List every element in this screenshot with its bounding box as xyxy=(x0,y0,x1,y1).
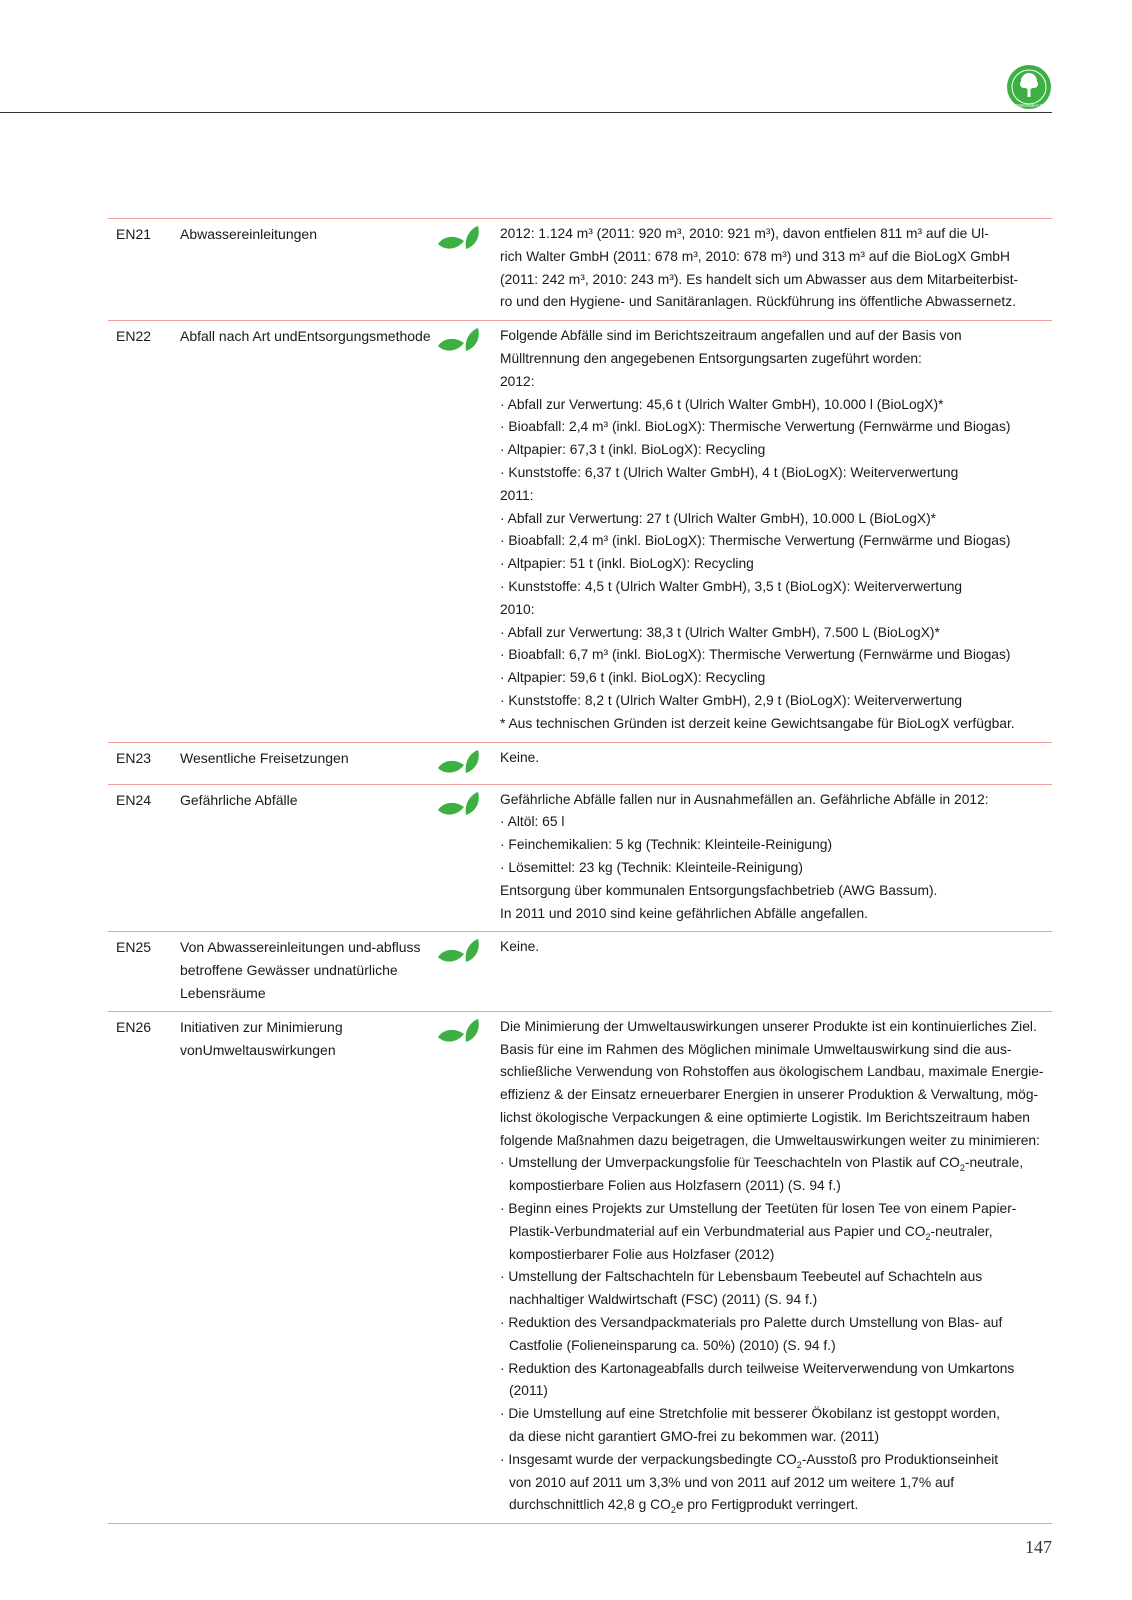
indicator-topic: Abfall nach Art undEntsorgungsmethode xyxy=(180,328,431,345)
page-number: 147 xyxy=(1025,1537,1052,1557)
indicator-code: EN22 xyxy=(116,328,152,345)
leaf-icon xyxy=(436,219,500,320)
logo-text: LEBENSBAUM xyxy=(1013,103,1045,108)
table-row xyxy=(108,785,1052,933)
table-row xyxy=(108,1012,1052,1525)
leaf-icon xyxy=(436,321,500,741)
indicator-code: EN23 xyxy=(116,749,152,766)
indicator-text: Gefährliche Abfälle fallen nur in Ausnahmefällen an. Gefährliche Abfälle in 2012: · Altöl: 65 l · Feinchemikalien: 5 kg (Technik: Kleinteile-Reinigung) · Lösemittel: 23 kg (Technik: Kleinteile-Reinigung) Entsorgung über kommunalen Entsorgungsfachbetrieb (AWG Bassum). In 2011 und 2010 sind keine gefährlichen Abfälle angefallen. xyxy=(500,791,989,921)
indicator-text: Keine. xyxy=(500,939,540,955)
leaf-icon xyxy=(436,743,500,784)
table-row xyxy=(108,743,1052,785)
tree-logo-icon xyxy=(1006,64,1052,110)
indicator-topic: Gefährliche Abfälle xyxy=(180,791,298,808)
leaf-icon xyxy=(436,785,500,932)
indicator-topic: Abwassereinleitungen xyxy=(180,226,317,242)
indicator-text: 2012: 1.124 m³ (2011: 920 m³, 2010: 921 m³), davon entfielen 811 m³ auf die Ul- rich Walter GmbH (2011: 678 m³, 2010: 678 m³) und 313 m³ auf die BioLogX GmbH (2011: 242 m³, 2010: 243 m³). Es handelt sich um Abwasser aus dem Mitarbeiterbist- ro und den Hygiene- und Sanitäranlagen. Rückführung ins öffentliche Abwassernetz. xyxy=(500,226,1019,310)
leaf-icon xyxy=(436,932,500,1010)
header-rule xyxy=(0,112,1052,113)
indicator-code: EN21 xyxy=(116,226,152,242)
indicator-code: EN24 xyxy=(116,791,152,808)
indicator-topic: Von Abwassereinleitungen und-abfluss betroffene Gewässer undnatürliche Lebensräume xyxy=(180,939,421,1001)
leaf-icon xyxy=(436,1012,500,1524)
table-row xyxy=(108,932,1052,1011)
indicator-text: Folgende Abfälle sind im Berichtszeitraum angefallen und auf der Basis von Mülltrennung den angegebenen Entsorgungsarten zugeführt worden: 2012: · Abfall zur Verwertung: 45,6 t (Ulrich Walter GmbH), 10.000 l (BioLogX)* · Bioabfall: 2,4 m³ (inkl. BioLogX): Thermische Verwertung (Fernwärme und Biogas) · Altpapier: 67,3 t (inkl. BioLogX): Recycling · Kunststoffe: 6,37 t (Ulrich Walter GmbH), 4 t (BioLogX): Weiterverwertung 2011: · Abfall zur Verwertung: 27 t (Ulrich Walter GmbH), 10.000 L (BioLogX)* · Bioabfall: 2,4 m³ (inkl. BioLogX): Thermische Verwertung (Fernwärme und Biogas) · Altpapier: 51 t (inkl. BioLogX): Recycling · Kunststoffe: 4,5 t (Ulrich Walter GmbH), 3,5 t (BioLogX): Weiterverwertung 2010: · Abfall zur Verwertung: 38,3 t (Ulrich Walter GmbH), 7.500 L (BioLogX)* · Bioabfall: 6,7 m³ (inkl. BioLogX): Thermische Verwertung (Fernwärme und Biogas) · Altpapier: 59,6 t (inkl. BioLogX): Recycling · Kunststoffe: 8,2 t (Ulrich Walter GmbH), 2,9 t (BioLogX): Weiterverwertung * Aus technischen Gründen ist derzeit keine Gewichtsangabe für BioLogX verfügbar. xyxy=(500,328,1015,731)
indicator-table xyxy=(108,218,1052,1524)
table-row xyxy=(108,321,1052,742)
indicator-topic: Initiativen zur Minimierung vonUmweltauswirkungen xyxy=(180,1018,343,1058)
indicator-code: EN26 xyxy=(116,1018,152,1035)
indicator-topic: Wesentliche Freisetzungen xyxy=(180,749,349,766)
indicator-text: Die Minimierung der Umweltauswirkungen unserer Produkte ist ein kontinuierliches Ziel. Basis für eine im Rahmen des Möglichen minimale Umweltauswirkung sind die aus- schließliche Verwendung von Rohstoffen aus ökologischem Landbau, maximale Energie- effizienz & der Einsatz erneuerbarer Energien in unserer Produktion & Verwaltung, mög- lichst ökologische Verpackungen & eine optimierte Logistik. Im Berichtszeitraum haben folgende Maßnahmen dazu beigetragen, die Umweltauswirkungen weiter zu minimieren: · Umstellung der Umverpackungsfolie für Teeschachteln von Plastik auf $CO_2$-neutrale, kompostierbare Folien aus Holzfasern (2011) (S. 94 f.) · Beginn eines Projekts zur Umstellung der Teetüten für losen Tee von einem Papier- Plastik-Verbundmaterial auf ein Verbundmaterial aus Papier und $CO_2$-neutraler, kompostierbarer Folie aus Holzfaser (2012) · Umstellung der Faltschachteln für Lebensbaum Teebeutel auf Schachteln aus nachhaltiger Waldwirtschaft (FSC) (2011) (S. 94 f.) · Reduktion des Versandpackmaterials pro Palette durch Umstellung von Blas- auf Castfolie (Folieneinsparung ca. 50%) (2010) (S. 94 f.) · Reduktion des Kartonageabfalls durch teilweise Weiterverwendung von Umkartons (2011) · Die Umstellung auf eine Stretchfolie mit besserer Ökobilanz ist gestoppt worden, da diese nicht garantiert GMO-frei zu bekommen war. (2011) · Insgesamt wurde der verpackungsbedingte $CO_2$-Ausstoß pro Produktionseinheit von 2010 auf 2011 um 3,3% und von 2011 auf 2012 um weitere 1,7% auf durchschnittlich 42,8 g $CO_2e$ pro Fertigprodukt verringert. xyxy=(500,1018,1044,1516)
indicator-code: EN25 xyxy=(116,939,152,956)
table-row xyxy=(108,219,1052,321)
indicator-text: Keine. xyxy=(500,749,540,765)
